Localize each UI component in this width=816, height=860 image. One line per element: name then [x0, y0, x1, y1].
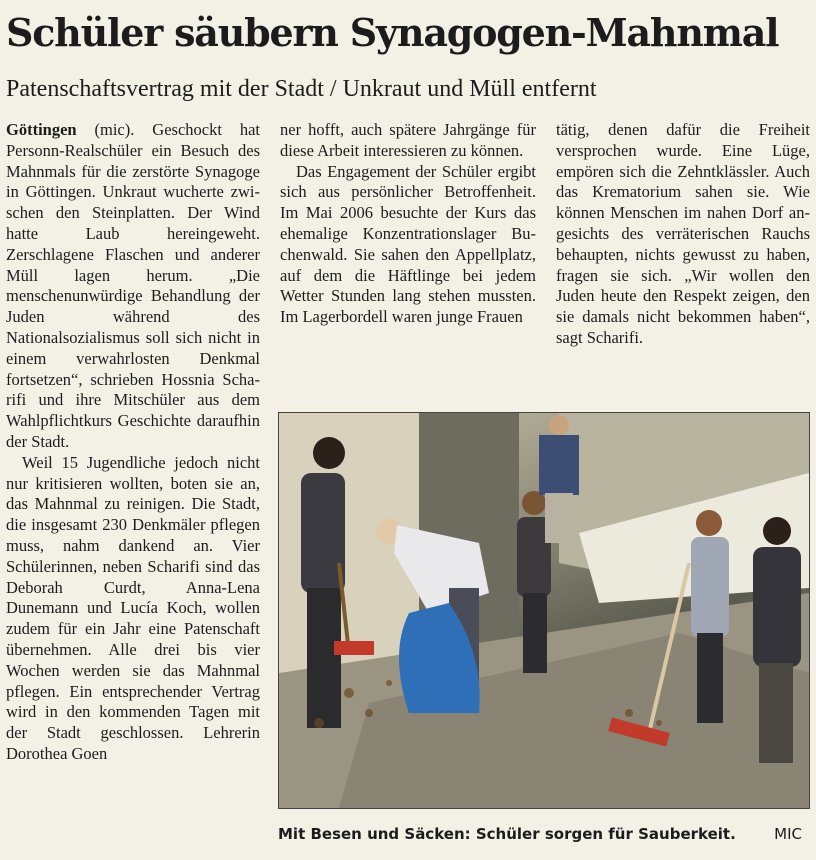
- article-paragraph: ner hofft, auch spätere Jahrgänge für diese Arbeit interessieren zu können.: [280, 120, 536, 160]
- article-paragraph: [6, 120, 260, 453]
- article-column-2: [280, 120, 536, 400]
- subheadline: Patenschaftsvertrag mit der Stadt / Unkraut und Müll entfernt: [6, 76, 597, 102]
- caption-text: Mit Besen und Säcken: Schüler sorgen für Sauberkeit.: [278, 825, 736, 843]
- article-paragraph: Weil 15 Jugendliche jedoch nicht nur kritisieren wollten, boten sie an, das Mahnmal zu reinigen. Die Stadt, die insgesamt 230 Denkmäler pflegen muss, nahm dankend an. Vier Schülerinnen, neben Scharifi sind das Deborah Curdt, Anna-Lena Dunemann und Lucía Koch, wollen zudem für ein Jahr eine Patenschaft übernehmen. Alle drei bis vier Wochen werden sie das Mahnmal pflegen. Ein entsprechender Vertrag wird in den kommenden Tagen mit der Stadt geschlossen. Lehrerin Dorothea Goen: [6, 452, 260, 763]
- article-paragraph: tätig, denen dafür die Freiheit versprochen wurde. Eine Lüge, empören sich die Zehntklässler. Auch das Krematorium sahen sie. Wie können Menschen im nahen Dorf angesichts des verräterischen Rauchs behaupten, nichts gewusst zu haben, fragen sie sich. „Wir wollen den Juden heute den Respekt zeigen, den sie damals nicht bekommen haben“, sagt Scharifi.: [556, 120, 810, 347]
- photo-illustration: [279, 413, 809, 808]
- photo-caption: [278, 822, 808, 846]
- article-column-3: [556, 120, 810, 400]
- article-column-1: [6, 120, 260, 850]
- article-text: (mic). Geschockt hat Personn-Realschüler ein Besuch des Mahnmals für die zerstörte Synagoge in Göttingen. Unkraut wucherte zwischen den Steinplatten. Der Wind hatte Laub hereingeweht. Zerschlagene Flaschen und anderer Müll lagen herum. „Die menschenunwürdige Behandlung der Juden während des Nationalsozialismus soll sich nicht in einem verwahrlosten Denkmal fortsetzen“, schrieben Hossnia Scharifi und ihre Mitschüler aus dem Wahlpflichtkurs Geschichte daraufhin der Stadt.: [6, 120, 260, 451]
- dateline: Göttingen: [6, 120, 77, 139]
- news-photo: [278, 412, 810, 809]
- photo-credit: MIC: [774, 825, 802, 843]
- article-paragraph: Das Engagement der Schüler ergibt sich aus persönlicher Betroffenheit. Im Mai 2006 besuchte der Kurs das ehemalige Konzentrationslager Buchenwald. Sie sahen den Appellplatz, auf dem die Häftlinge bei jedem Wetter Stunden lang stehen mussten. Im Lagerbordell waren junge Frauen: [280, 161, 536, 327]
- headline: Schüler säubern Synagogen-Mahnmal: [6, 10, 779, 55]
